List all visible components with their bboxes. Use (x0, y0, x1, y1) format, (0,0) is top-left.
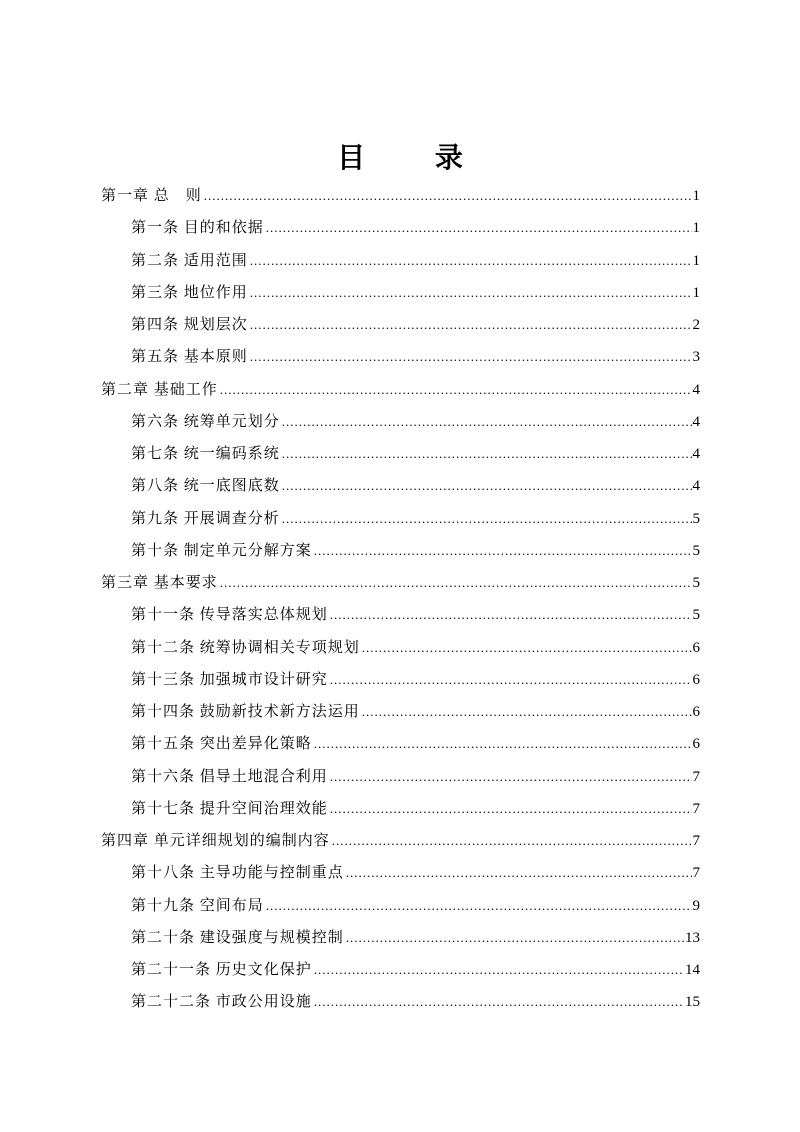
entry-page-number: 9 (692, 897, 700, 914)
entry-page-number: 1 (692, 220, 700, 237)
entry-page-number: 5 (692, 542, 700, 559)
entry-label: 第十九条 空间布局 (131, 897, 264, 914)
entry-label: 第二十条 建设强度与规模控制 (131, 929, 344, 946)
entry-label: 第三章 基本要求 (101, 575, 218, 591)
toc-section-entry[interactable] (101, 601, 700, 633)
toc-section-entry[interactable] (101, 537, 700, 569)
table-of-contents (101, 182, 700, 1021)
entry-page-number: 7 (692, 833, 700, 849)
dot-leader (314, 537, 692, 565)
entry-label: 第十条 制定单元分解方案 (131, 542, 312, 559)
entry-label: 第二章 基础工作 (101, 381, 218, 398)
entry-page-number: 5 (692, 575, 700, 591)
entry-label: 第十七条 提升空间治理效能 (131, 800, 328, 817)
dot-leader (266, 214, 692, 242)
dot-leader (346, 859, 692, 887)
dot-leader (250, 311, 692, 339)
toc-section-entry[interactable] (101, 472, 700, 504)
entry-label: 第一章 总 则 (101, 188, 202, 204)
entry-label: 第四条 规划层次 (131, 317, 248, 333)
entry-page-number: 1 (692, 252, 700, 269)
entry-label: 第十八条 主导功能与控制重点 (131, 865, 344, 882)
toc-section-entry[interactable] (101, 730, 700, 762)
entry-label: 第六条 统筹单元划分 (131, 413, 280, 430)
entry-page-number: 7 (692, 768, 700, 785)
dot-leader (330, 795, 692, 823)
entry-label: 第二十二条 市政公用设施 (131, 994, 312, 1011)
dot-leader (282, 472, 692, 500)
toc-section-entry[interactable] (101, 763, 700, 795)
entry-page-number: 4 (692, 478, 700, 495)
dot-leader (266, 892, 692, 920)
entry-label: 第八条 统一底图底数 (131, 478, 280, 495)
dot-leader (282, 408, 692, 436)
dot-leader (282, 505, 692, 533)
toc-section-entry[interactable] (101, 505, 700, 537)
entry-page-number: 5 (692, 607, 700, 624)
dot-leader (330, 601, 692, 629)
toc-section-entry[interactable] (101, 666, 700, 698)
entry-label: 第十一条 传导落实总体规划 (131, 607, 328, 624)
entry-label: 第四章 单元详细规划的编制内容 (101, 833, 330, 849)
toc-section-entry[interactable] (101, 440, 700, 472)
entry-label: 第一条 目的和依据 (131, 220, 264, 237)
entry-page-number: 6 (692, 736, 700, 753)
entry-page-number: 4 (692, 381, 700, 398)
entry-label: 第十五条 突出差异化策略 (131, 736, 312, 753)
entry-label: 第三条 地位作用 (131, 284, 248, 301)
dot-leader (314, 730, 692, 758)
entry-page-number: 7 (692, 865, 700, 882)
toc-section-entry[interactable] (101, 634, 700, 666)
entry-page-number: 4 (692, 446, 700, 462)
toc-section-entry[interactable] (101, 279, 700, 311)
toc-chapter-entry[interactable] (101, 376, 700, 408)
toc-section-entry[interactable] (101, 408, 700, 440)
toc-section-entry[interactable] (101, 214, 700, 246)
dot-leader (282, 440, 692, 468)
dot-leader (250, 343, 692, 371)
entry-label: 第七条 统一编码系统 (131, 446, 280, 462)
toc-title: 目 录 (337, 141, 493, 174)
toc-section-entry[interactable] (101, 924, 700, 956)
entry-label: 第十四条 鼓励新技术新方法运用 (131, 704, 360, 720)
entry-page-number: 7 (692, 800, 700, 817)
dot-leader (346, 924, 684, 952)
entry-page-number: 6 (692, 671, 700, 688)
dot-leader (362, 634, 692, 662)
entry-page-number: 15 (685, 994, 700, 1011)
entry-page-number: 2 (692, 317, 700, 333)
entry-page-number: 4 (692, 413, 700, 430)
toc-chapter-entry[interactable] (101, 569, 700, 601)
entry-label: 第五条 基本原则 (131, 349, 248, 366)
toc-section-entry[interactable] (101, 795, 700, 827)
toc-chapter-entry[interactable] (101, 182, 700, 214)
dot-leader (220, 376, 692, 404)
entry-page-number: 6 (692, 704, 700, 720)
toc-section-entry[interactable] (101, 311, 700, 343)
dot-leader (220, 569, 692, 597)
entry-page-number: 13 (685, 929, 700, 946)
entry-page-number: 3 (692, 349, 700, 366)
dot-leader (330, 666, 692, 694)
toc-section-entry[interactable] (101, 343, 700, 375)
entry-label: 第十三条 加强城市设计研究 (131, 671, 328, 688)
entry-page-number: 14 (685, 962, 700, 978)
entry-label: 第十二条 统筹协调相关专项规划 (131, 639, 360, 656)
dot-leader (314, 956, 684, 984)
entry-page-number: 1 (692, 284, 700, 301)
entry-label: 第二条 适用范围 (131, 252, 248, 269)
toc-section-entry[interactable] (101, 892, 700, 924)
toc-section-entry[interactable] (101, 956, 700, 988)
dot-leader (314, 988, 684, 1016)
dot-leader (330, 763, 692, 791)
toc-chapter-entry[interactable] (101, 827, 700, 859)
dot-leader (250, 247, 692, 275)
toc-section-entry[interactable] (101, 247, 700, 279)
entry-label: 第二十一条 历史文化保护 (131, 962, 312, 978)
toc-section-entry[interactable] (101, 859, 700, 891)
toc-section-entry[interactable] (101, 698, 700, 730)
dot-leader (332, 827, 692, 855)
entry-page-number: 6 (692, 639, 700, 656)
entry-label: 第九条 开展调查分析 (131, 510, 280, 527)
dot-leader (250, 279, 692, 307)
entry-page-number: 1 (692, 188, 700, 204)
toc-section-entry[interactable] (101, 988, 700, 1020)
entry-page-number: 5 (692, 510, 700, 527)
entry-label: 第十六条 倡导土地混合利用 (131, 768, 328, 785)
dot-leader (362, 698, 692, 726)
dot-leader (204, 182, 692, 210)
